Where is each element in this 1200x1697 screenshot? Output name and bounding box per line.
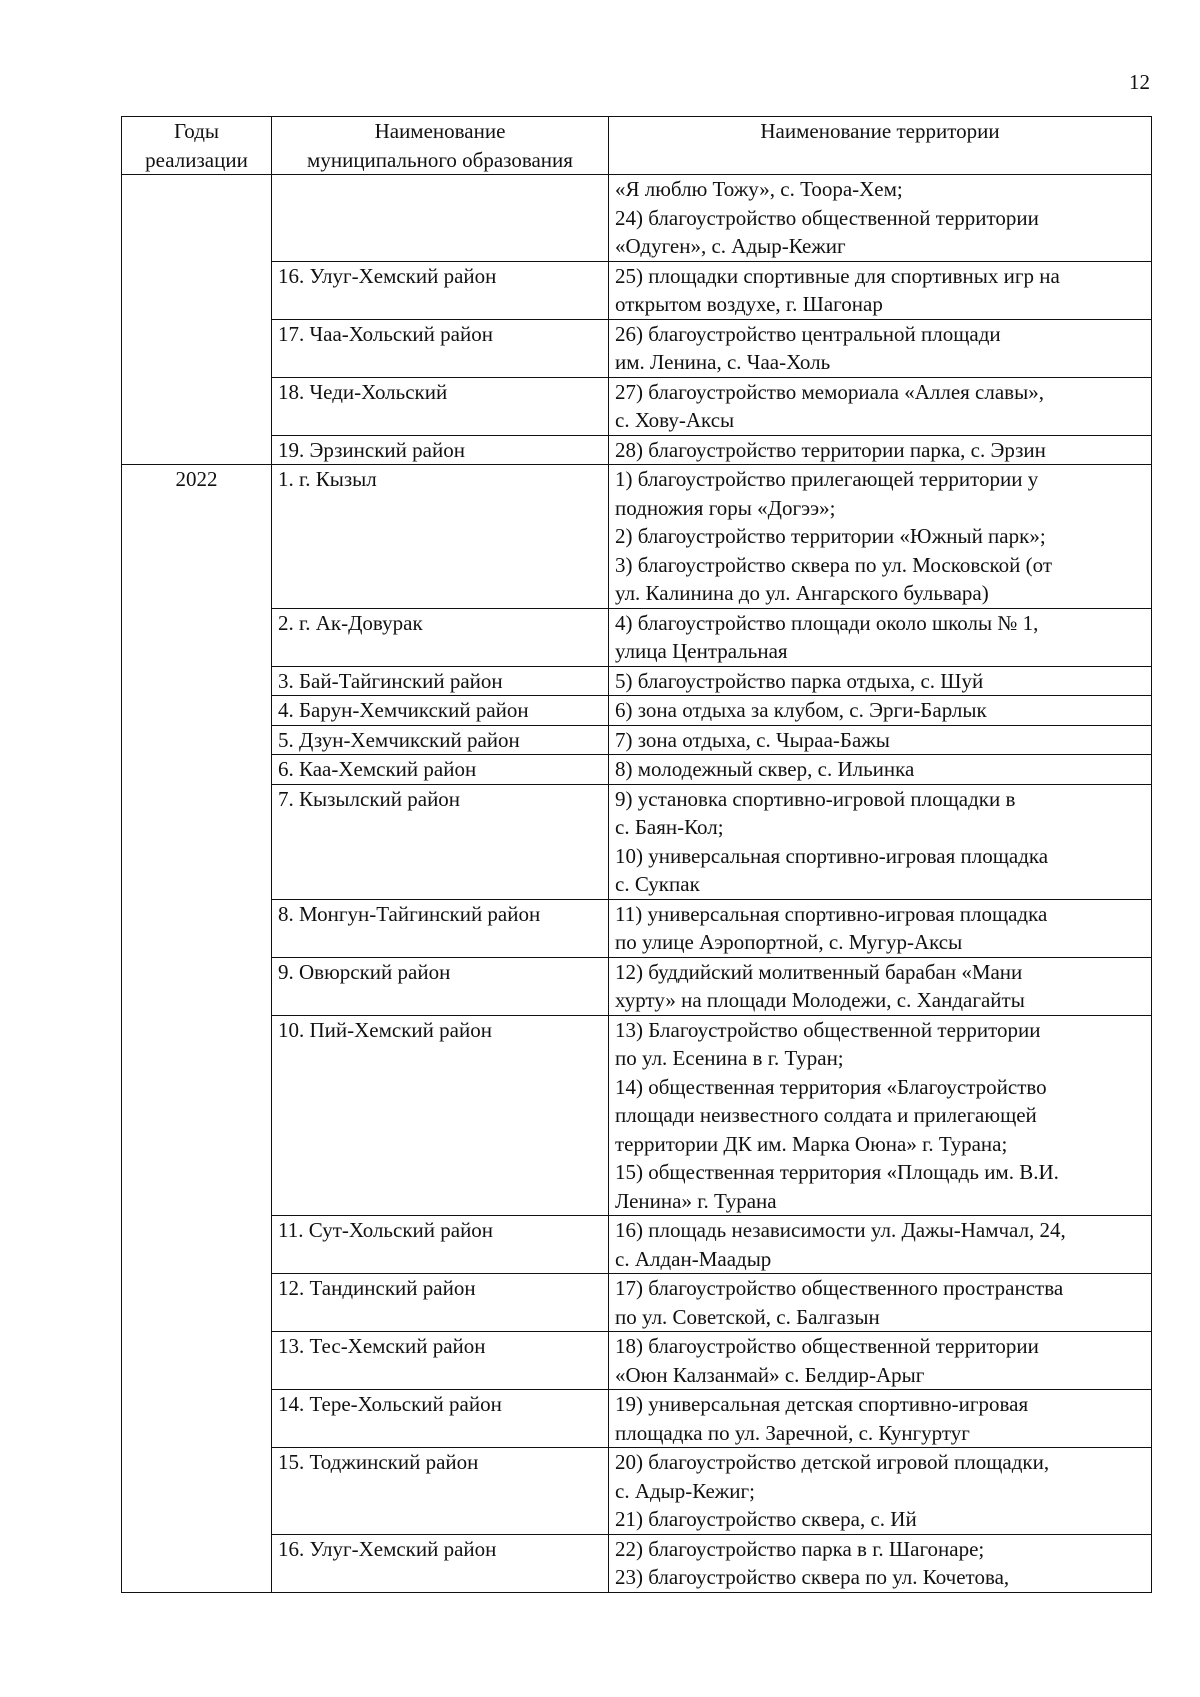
- header-municipality: [272, 117, 609, 175]
- municipality-cell: 4. Барун-Хемчикский район: [272, 696, 609, 726]
- territory-line: ул. Калинина до ул. Ангарского бульвара): [615, 581, 989, 605]
- territory-line: с. Алдан-Маадыр: [615, 1246, 772, 1271]
- territory-line: улица Центральная: [615, 639, 788, 663]
- municipality-cell: 19. Эрзинский район: [272, 435, 609, 465]
- municipality-cell: 18. Чеди-Хольский: [272, 377, 609, 435]
- territory-line: 21) благоустройство сквера, с. Ий: [615, 1507, 917, 1531]
- territory-line: «Оюн Калзанмай» с. Белдир-Арыг: [615, 1362, 925, 1387]
- header-municipality-line: Наименование: [374, 119, 506, 143]
- territory-line: 10) универсальная спортивно-игровая площадка: [615, 843, 1049, 868]
- territory-line: 25) площадки спортивные для спортивных игр на: [615, 263, 1060, 288]
- table-row: [122, 175, 1152, 262]
- territory-cell: [609, 1015, 1152, 1216]
- header-years-line: Годы: [174, 119, 219, 143]
- territory-line: 18) благоустройство общественной территории: [615, 1334, 1039, 1358]
- territory-line: 5) благоустройство парка отдыха, с. Шуй: [615, 668, 984, 693]
- table-row: [122, 899, 1152, 957]
- territory-line: «Я люблю Тожу», с. Тоора-Хем;: [615, 177, 903, 201]
- territory-line: 13) Благоустройство общественной территории: [615, 1017, 1041, 1042]
- municipality-cell: 17. Чаа-Хольский район: [272, 319, 609, 377]
- territory-cell: [609, 899, 1152, 957]
- territory-line: 17) благоустройство общественного пространства: [615, 1276, 1064, 1300]
- table-body: [122, 175, 1152, 1593]
- territory-line: Ленина» г. Турана: [615, 1188, 777, 1213]
- territory-line: 15) общественная территория «Площадь им. В.И.: [615, 1160, 1059, 1184]
- territory-cell: [609, 957, 1152, 1015]
- header-municipality-line: муниципального образования: [307, 147, 573, 172]
- table-row: [122, 957, 1152, 1015]
- territory-line: площадка по ул. Заречной, с. Кунгуртуг: [615, 1420, 970, 1445]
- municipality-cell: 9. Овюрский район: [272, 957, 609, 1015]
- table-row: [122, 261, 1152, 319]
- page-number: 12: [1129, 70, 1150, 94]
- territory-line: с. Хову-Аксы: [615, 408, 735, 432]
- municipality-cell: [272, 175, 609, 262]
- territory-line: 2) благоустройство территории «Южный парк»;: [615, 524, 1046, 548]
- territory-line: 27) благоустройство мемориала «Аллея славы»,: [615, 379, 1044, 404]
- territory-cell: [609, 261, 1152, 319]
- municipality-cell: 16. Улуг-Хемский район: [272, 1534, 609, 1592]
- territory-line: площади неизвестного солдата и прилегающей: [615, 1103, 1037, 1127]
- header-territory: [609, 117, 1152, 175]
- header-territory-line: Наименование территории: [760, 119, 1000, 143]
- territory-line: 22) благоустройство парка в г. Шагонаре;: [615, 1536, 985, 1561]
- territory-cell: [609, 666, 1152, 696]
- territory-cell: [609, 1274, 1152, 1332]
- table-row: [122, 1015, 1152, 1216]
- territory-cell: [609, 319, 1152, 377]
- territory-cell: [609, 435, 1152, 465]
- territory-line: с. Адыр-Кежиг;: [615, 1478, 755, 1503]
- territories-table: [121, 116, 1152, 1593]
- territory-line: 14) общественная территория «Благоустройство: [615, 1074, 1047, 1099]
- territory-cell: [609, 1390, 1152, 1448]
- territory-line: по ул. Есенина в г. Туран;: [615, 1046, 844, 1070]
- table-row: [122, 435, 1152, 465]
- territory-line: территории ДК им. Марка Оюна» г. Турана;: [615, 1131, 1008, 1156]
- territory-line: по улице Аэропортной, с. Мугур-Аксы: [615, 930, 963, 954]
- territory-line: 28) благоустройство территории парка, с. Эрзин: [615, 437, 1046, 462]
- territory-line: 24) благоустройство общественной территории: [615, 205, 1039, 230]
- territory-line: 6) зона отдыха за клубом, с. Эрги-Барлык: [615, 698, 987, 722]
- table-row: [122, 1274, 1152, 1332]
- territory-line: 23) благоустройство сквера по ул. Кочетова,: [615, 1565, 1010, 1589]
- municipality-cell: 5. Дзун-Хемчикский район: [272, 725, 609, 755]
- table-row: [122, 377, 1152, 435]
- municipality-cell: 13. Тес-Хемский район: [272, 1332, 609, 1390]
- territory-line: 9) установка спортивно-игровой площадки в: [615, 786, 1016, 811]
- table-row: [122, 319, 1152, 377]
- territory-cell: [609, 1448, 1152, 1535]
- territory-line: 3) благоустройство сквера по ул. Московской (от: [615, 552, 1053, 577]
- municipality-cell: 14. Тере-Хольский район: [272, 1390, 609, 1448]
- territory-cell: [609, 755, 1152, 785]
- municipality-cell: 15. Тоджинский район: [272, 1448, 609, 1535]
- table-row: [122, 1390, 1152, 1448]
- territory-cell: [609, 1332, 1152, 1390]
- municipality-cell: 16. Улуг-Хемский район: [272, 261, 609, 319]
- table-row: [122, 725, 1152, 755]
- territory-line: 12) буддийский молитвенный барабан «Мани: [615, 959, 1023, 984]
- municipality-cell: 11. Сут-Хольский район: [272, 1216, 609, 1274]
- territory-line: 4) благоустройство площади около школы № 1,: [615, 610, 1039, 635]
- table-row: [122, 1448, 1152, 1535]
- territory-line: открытом воздухе, г. Шагонар: [615, 292, 883, 316]
- territory-cell: [609, 1216, 1152, 1274]
- table-row: [122, 1534, 1152, 1592]
- territory-cell: [609, 465, 1152, 609]
- territory-line: подножия горы «Догээ»;: [615, 495, 836, 520]
- territory-line: им. Ленина, с. Чаа-Холь: [615, 350, 831, 374]
- territory-cell: [609, 725, 1152, 755]
- territory-line: хурту» на площади Молодежи, с. Хандагайты: [615, 988, 1025, 1012]
- territory-line: 19) универсальная детская спортивно-игровая: [615, 1392, 1029, 1416]
- territory-cell: [609, 608, 1152, 666]
- municipality-cell: 7. Кызылский район: [272, 784, 609, 899]
- territory-line: 1) благоустройство прилегающей территории у: [615, 467, 1039, 491]
- header-years-line: реализации: [145, 147, 248, 172]
- municipality-cell: 8. Монгун-Тайгинский район: [272, 899, 609, 957]
- municipality-cell: 1. г. Кызыл: [272, 465, 609, 609]
- year-cell: 2022: [122, 465, 272, 1593]
- municipality-cell: 2. г. Ак-Довурак: [272, 608, 609, 666]
- territory-cell: [609, 377, 1152, 435]
- municipality-cell: 6. Каа-Хемский район: [272, 755, 609, 785]
- table-row: [122, 1216, 1152, 1274]
- table-row: [122, 465, 1152, 609]
- territory-line: по ул. Советской, с. Балгазын: [615, 1304, 880, 1329]
- table-row: [122, 666, 1152, 696]
- territory-line: с. Баян-Кол;: [615, 815, 724, 839]
- table-row: [122, 696, 1152, 726]
- header-years: [122, 117, 272, 175]
- territory-line: 8) молодежный сквер, с. Ильинка: [615, 757, 915, 781]
- municipality-cell: 10. Пий-Хемский район: [272, 1015, 609, 1216]
- table-row: [122, 608, 1152, 666]
- municipality-cell: 3. Бай-Тайгинский район: [272, 666, 609, 696]
- territory-line: 16) площадь независимости ул. Дажы-Намчал, 24,: [615, 1218, 1066, 1242]
- territory-line: «Одуген», с. Адыр-Кежиг: [615, 234, 846, 258]
- table-row: [122, 784, 1152, 899]
- territory-cell: [609, 696, 1152, 726]
- municipality-cell: 12. Тандинский район: [272, 1274, 609, 1332]
- table-header-row: [122, 117, 1152, 175]
- territory-cell: [609, 175, 1152, 262]
- territory-cell: [609, 1534, 1152, 1592]
- territory-line: 7) зона отдыха, с. Чыраа-Бажы: [615, 727, 890, 752]
- territory-cell: [609, 784, 1152, 899]
- table-row: [122, 755, 1152, 785]
- table-row: [122, 1332, 1152, 1390]
- year-cell: [122, 175, 272, 465]
- territory-line: 26) благоустройство центральной площади: [615, 321, 1001, 346]
- territory-line: 11) универсальная спортивно-игровая площадка: [615, 901, 1048, 926]
- territory-line: 20) благоустройство детской игровой площадки,: [615, 1450, 1050, 1474]
- territory-line: с. Сукпак: [615, 872, 700, 896]
